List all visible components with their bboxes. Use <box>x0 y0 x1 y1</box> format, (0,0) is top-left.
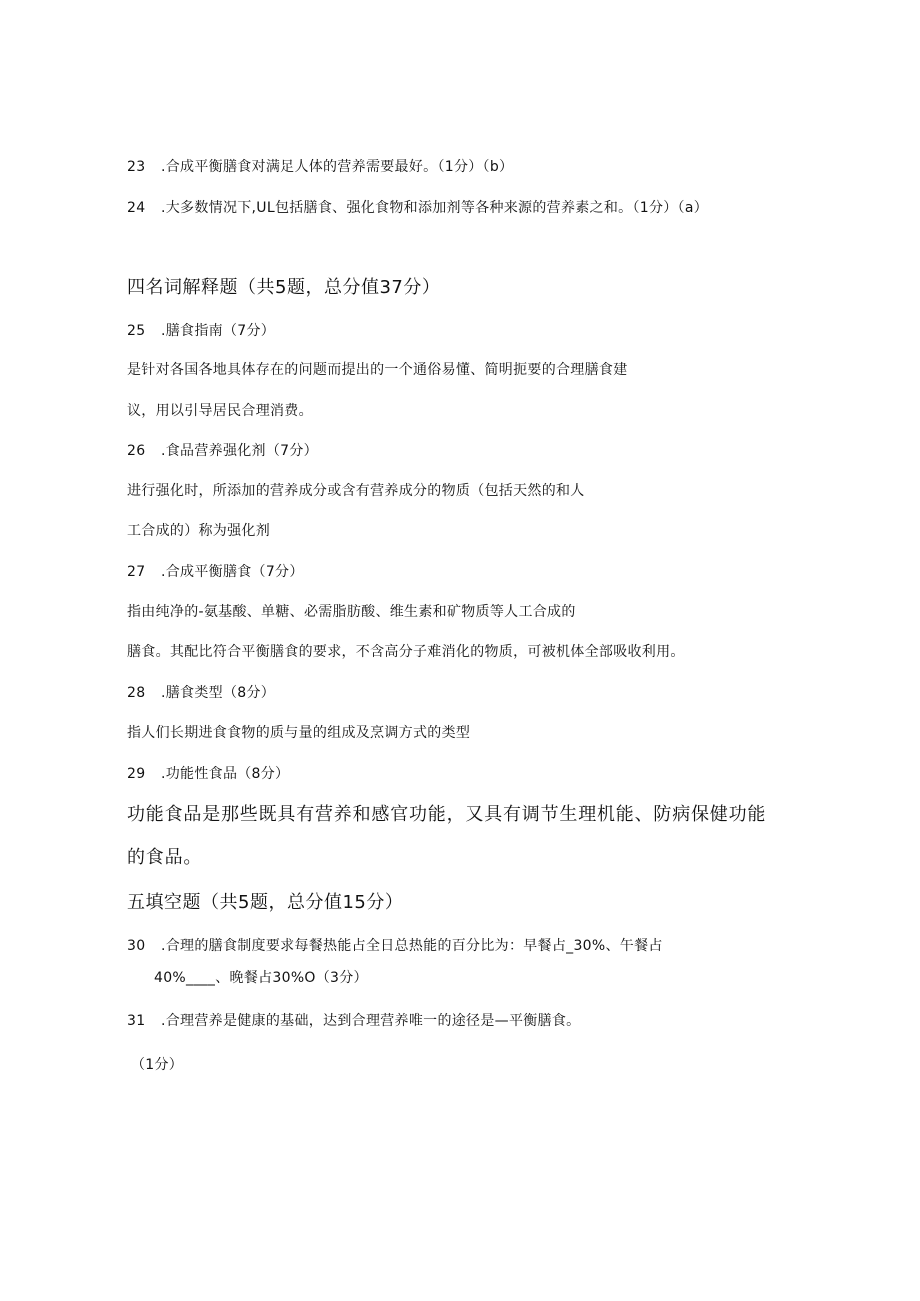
question-30-continuation: 40%____、晚餐占30%O（3分） <box>154 970 368 986</box>
question-number: 28 <box>127 685 146 701</box>
section-4-title: 四名词解释题（共5题，总分值37分） <box>127 277 441 298</box>
answer-27-line-1: 指由纯净的-氨基酸、单糖、必需脂肪酸、维生素和矿物质等人工合成的 <box>127 604 576 620</box>
question-text: .功能性食品（8分） <box>161 766 290 782</box>
question-text: .膳食类型（8分） <box>161 685 276 701</box>
question-text: .食品营养强化剂（7分） <box>161 443 318 459</box>
question-number: 23 <box>127 159 146 175</box>
question-31 <box>127 1011 580 1031</box>
question-text: .合成平衡膳食（7分） <box>161 564 304 580</box>
answer-29-line-2: 的食品。 <box>127 847 203 868</box>
answer-28-line-1: 指人们长期进食食物的质与量的组成及烹调方式的类型 <box>127 725 471 741</box>
question-23 <box>127 157 513 177</box>
answer-29-line-1: 功能食品是那些既具有营养和感官功能，又具有调节生理机能、防病保健功能 <box>127 804 767 825</box>
question-24 <box>127 198 708 218</box>
question-27 <box>127 562 304 582</box>
answer-27-line-2: 膳食。其配比符合平衡膳食的要求，不含高分子难消化的物质，可被机体全部吸收利用。 <box>127 644 685 660</box>
question-number: 27 <box>127 564 146 580</box>
answer-26-line-2: 工合成的）称为强化剂 <box>127 523 270 539</box>
answer-26-line-1: 进行强化时，所添加的营养成分或含有营养成分的物质（包括天然的和人 <box>127 483 585 499</box>
question-number: 26 <box>127 443 146 459</box>
question-number: 31 <box>127 1013 146 1029</box>
question-25 <box>127 321 275 341</box>
question-number: 30 <box>127 938 146 954</box>
question-text: .合理营养是健康的基础，达到合理营养唯一的途径是—平衡膳食。 <box>161 1013 581 1029</box>
question-26 <box>127 441 318 461</box>
question-text: .合理的膳食制度要求每餐热能占全日总热能的百分比为：早餐占_30%、午餐占 <box>161 938 663 954</box>
question-text: .合成平衡膳食对满足人体的营养需要最好。（1分）（b） <box>161 159 514 175</box>
section-5-title: 五填空题（共5题，总分值15分） <box>127 892 404 913</box>
question-number: 25 <box>127 323 146 339</box>
question-29 <box>127 764 289 784</box>
question-28 <box>127 683 275 703</box>
question-number: 24 <box>127 200 146 216</box>
answer-25-line-1: 是针对各国各地具体存在的问题而提出的一个通俗易懂、简明扼要的合理膳食建 <box>127 362 628 378</box>
question-text: .膳食指南（7分） <box>161 323 276 339</box>
answer-25-line-2: 议，用以引导居民合理消费。 <box>127 403 313 419</box>
question-text: .大多数情况下,UL包括膳食、强化食物和添加剂等各种来源的营养素之和。（1分）（a） <box>161 200 709 216</box>
question-31-continuation: （1分） <box>131 1057 184 1073</box>
question-number: 29 <box>127 766 146 782</box>
question-30 <box>127 936 663 956</box>
